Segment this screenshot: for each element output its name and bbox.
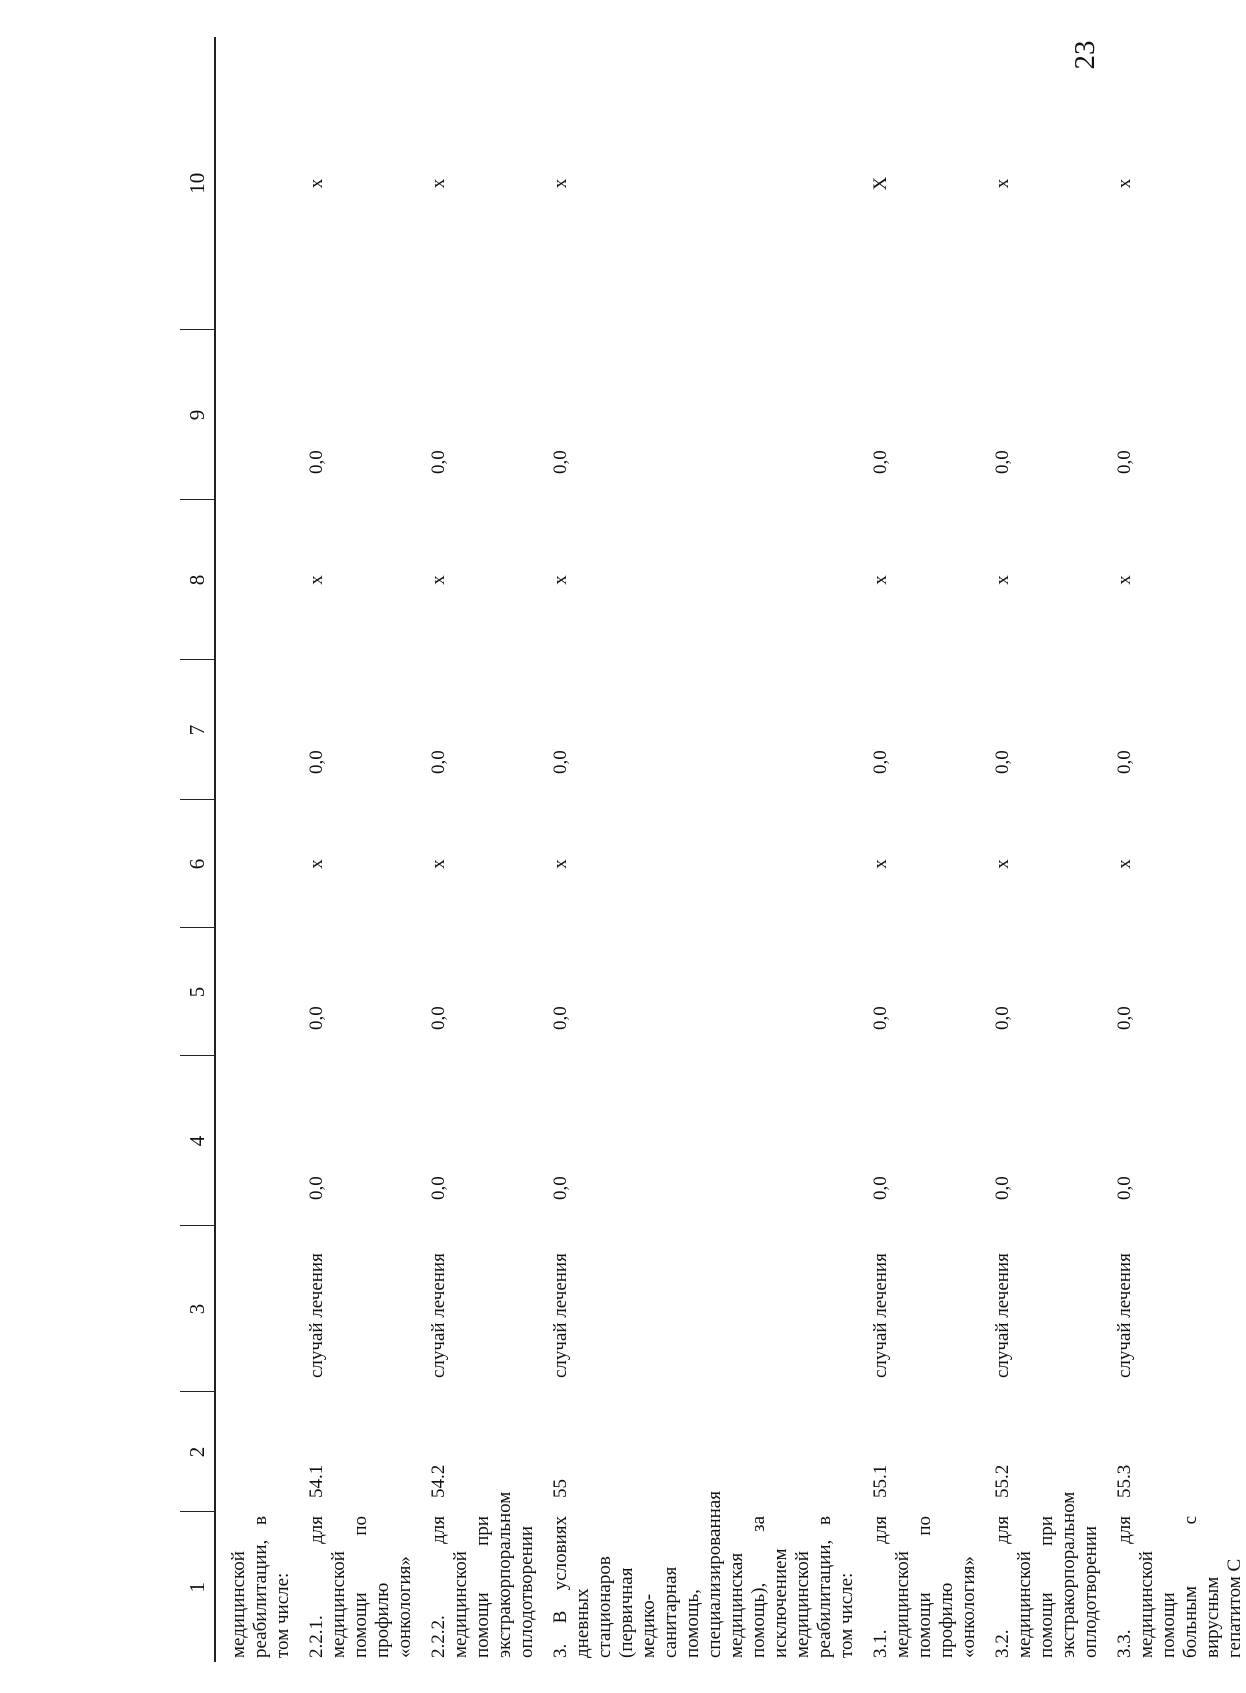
column-header: 5 — [180, 928, 215, 1056]
column-header: 8 — [180, 500, 215, 660]
row-name: медицинской реабилитации, в том числе: — [228, 1516, 293, 1658]
value-cell: 0,0 — [306, 750, 327, 774]
value-cell: 0,0 — [1114, 1006, 1135, 1030]
value-cell: 0,0 — [550, 1006, 571, 1030]
column-header: 10 — [180, 37, 215, 330]
rotated-table-region — [180, 37, 1245, 1662]
value-cell — [215, 330, 294, 500]
table-row — [538, 37, 858, 1662]
column-header: 7 — [180, 660, 215, 800]
table-row — [416, 37, 538, 1662]
value-cell: х — [870, 859, 891, 869]
value-cell: 0,0 — [306, 1176, 327, 1200]
column-header: 6 — [180, 800, 215, 928]
row-name: 3.2. для медицинской помощи при экстракорпоральном оплодотворении — [992, 1491, 1101, 1658]
value-cell: х — [428, 575, 449, 585]
value-cell: х — [992, 575, 1013, 585]
value-cell: 0,0 — [992, 450, 1013, 474]
value-cell: х — [428, 178, 449, 189]
value-cell: 0,0 — [1114, 450, 1135, 474]
value-cell: 0,0 — [992, 1006, 1013, 1030]
unit-cell: случай лечения — [1114, 1253, 1135, 1378]
value-cell: х — [992, 178, 1013, 189]
value-cell: 0,0 — [550, 750, 571, 774]
value-cell: 0,0 — [428, 750, 449, 774]
table-row — [858, 37, 980, 1662]
row-name: 2.2.1. для медицинской помощи по профилю «онкология» — [306, 1516, 415, 1658]
value-cell: х — [550, 575, 571, 585]
column-header: 2 — [180, 1392, 215, 1512]
column-header: 1 — [180, 1512, 215, 1662]
value-cell: 0,0 — [550, 1176, 571, 1200]
row-number: 54.2 — [428, 1464, 449, 1498]
value-cell — [215, 660, 294, 800]
value-cell: х — [992, 859, 1013, 869]
value-cell: х — [306, 178, 327, 189]
row-name: 3.3. для медицинской помощи больным с вирусным гепатитом С — [1114, 1516, 1245, 1658]
value-cell: 0,0 — [992, 1176, 1013, 1200]
value-cell: 0,0 — [870, 1006, 891, 1030]
value-cell: х — [1114, 575, 1135, 585]
value-cell — [215, 800, 294, 928]
unit-cell: случай лечения — [550, 1253, 571, 1378]
value-cell: 0,0 — [1114, 1176, 1135, 1200]
value-cell: 0,0 — [550, 450, 571, 474]
value-cell: 0,0 — [992, 750, 1013, 774]
column-header: 4 — [180, 1056, 215, 1226]
value-cell: 0,0 — [306, 1006, 327, 1030]
data-table — [180, 37, 1246, 1662]
row-name: 2.2.2. для медицинской помощи при экстракорпоральном оплодотворении — [428, 1491, 537, 1658]
value-cell: х — [1114, 178, 1135, 189]
row-number: 55.2 — [992, 1464, 1013, 1498]
row-name: 3. В условиях дневных стационаров (первичная медико-санитарная помощь, специализированная медицинская помощь), за исключением медицинской реабилитации, в том числе: — [550, 1491, 857, 1658]
table-row — [215, 37, 294, 1662]
page-number: 23 — [1069, 40, 1101, 70]
value-cell: 0,0 — [870, 750, 891, 774]
value-cell: х — [306, 575, 327, 585]
column-header: 9 — [180, 330, 215, 500]
unit-cell: случай лечения — [428, 1253, 449, 1378]
unit-cell: случай лечения — [306, 1253, 327, 1378]
value-cell — [215, 500, 294, 660]
value-cell: х — [870, 575, 891, 585]
value-cell — [215, 37, 294, 330]
value-cell: х — [306, 859, 327, 869]
row-number: 55 — [550, 1479, 571, 1498]
unit-cell: случай лечения — [870, 1253, 891, 1378]
table-row — [1102, 37, 1246, 1662]
value-cell: х — [550, 178, 571, 189]
row-number: 54.1 — [306, 1464, 327, 1498]
value-cell — [215, 928, 294, 1056]
value-cell: 0,0 — [428, 1006, 449, 1030]
value-cell: х — [550, 859, 571, 869]
row-number — [215, 1392, 294, 1512]
table-row — [980, 37, 1102, 1662]
value-cell: 0,0 — [428, 450, 449, 474]
value-cell: 0,0 — [870, 1176, 891, 1200]
value-cell: х — [428, 859, 449, 869]
column-header: 3 — [180, 1226, 215, 1392]
value-cell: 0,0 — [1114, 750, 1135, 774]
value-cell: 0,0 — [870, 450, 891, 474]
value-cell: х — [1114, 859, 1135, 869]
table-row — [294, 37, 416, 1662]
value-cell: 0,0 — [306, 450, 327, 474]
unit-cell — [215, 1226, 294, 1392]
row-number: 55.3 — [1114, 1464, 1135, 1498]
unit-cell: случай лечения — [992, 1253, 1013, 1378]
header-row — [180, 37, 215, 1662]
value-cell: Х — [870, 176, 891, 191]
value-cell: 0,0 — [428, 1176, 449, 1200]
value-cell — [215, 1056, 294, 1226]
row-number: 55.1 — [870, 1464, 891, 1498]
row-name: 3.1. для медицинской помощи по профилю «онкология» — [870, 1516, 979, 1658]
